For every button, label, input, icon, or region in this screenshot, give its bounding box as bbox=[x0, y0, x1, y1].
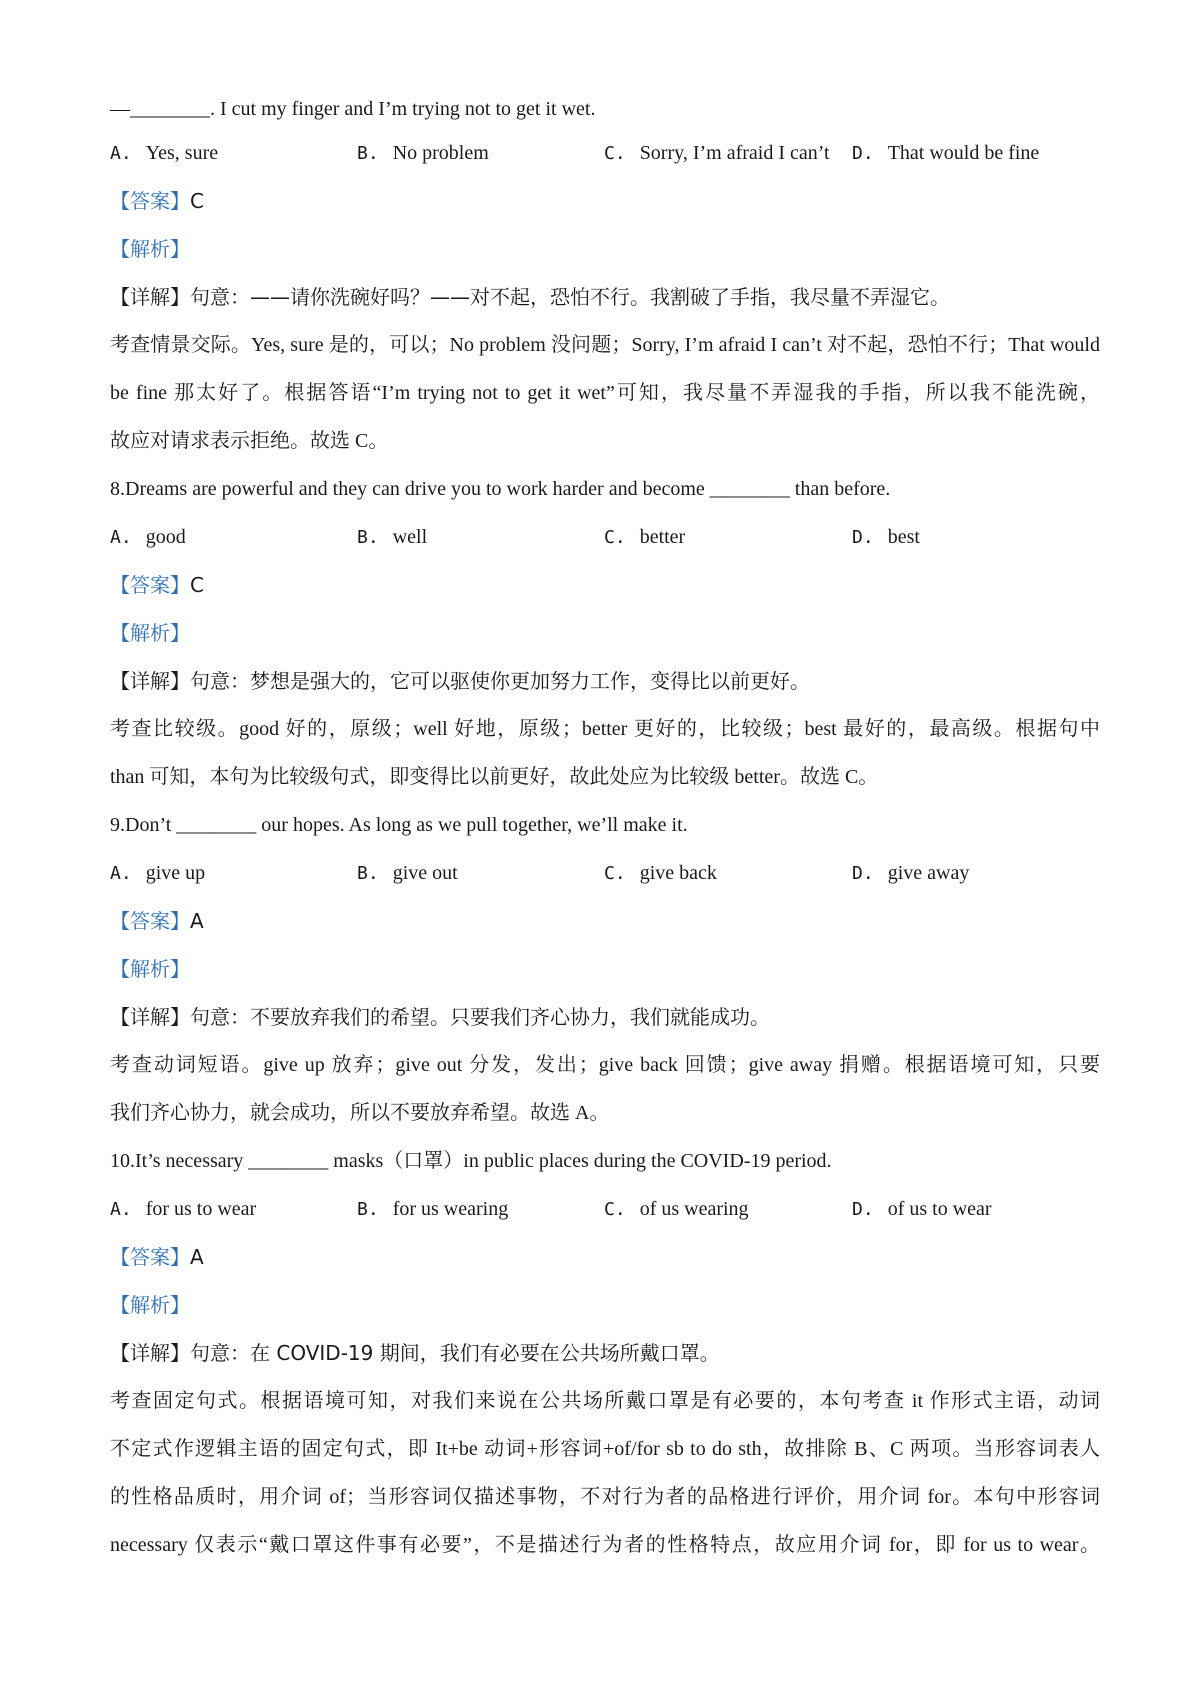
question-10-explanation-line-2: 不定式作逻辑主语的固定句式，即 It+be 动词+形容词+of/for sb to do sth，故排除 B、C 两项。当形容词表人 bbox=[110, 1438, 1100, 1460]
question-9-explanation-line-2: 我们齐心协力，就会成功，所以不要放弃希望。故选 A。 bbox=[110, 1102, 610, 1124]
option-d: D. of us to wear bbox=[852, 1198, 992, 1220]
answer-label: 【答案】 bbox=[110, 1245, 190, 1269]
answer-value: A bbox=[190, 909, 204, 933]
question-10-explanation-line-1: 考查固定句式。根据语境可知，对我们来说在公共场所戴口罩是有必要的，本句考查 it 作形式主语，动词 bbox=[110, 1390, 1100, 1412]
question-9-analysis-label: 【解析】 bbox=[110, 957, 190, 981]
question-8-detail: 【详解】句意：梦想是强大的，它可以驱使你更加努力工作，变得比以前更好。 bbox=[110, 669, 810, 693]
question-7-analysis-label: 【解析】 bbox=[110, 237, 190, 261]
question-10-detail: 【详解】句意：在 COVID-19 期间，我们有必要在公共场所戴口罩。 bbox=[110, 1341, 720, 1365]
option-c: C. Sorry, I’m afraid I can’t bbox=[604, 142, 830, 164]
question-8-stem: 8.Dreams are powerful and they can drive you to work harder and become ________ than before. bbox=[110, 478, 891, 500]
question-8-analysis-label: 【解析】 bbox=[110, 621, 190, 645]
option-b: B. give out bbox=[357, 862, 458, 884]
question-9-detail: 【详解】句意：不要放弃我们的希望。只要我们齐心协力，我们就能成功。 bbox=[110, 1005, 770, 1029]
question-7-answer bbox=[110, 186, 1100, 216]
question-7-explanation-line-3: 故应对请求表示拒绝。故选 C。 bbox=[110, 430, 389, 452]
question-7-stem: —________. I cut my finger and I’m trying not to get it wet. bbox=[110, 98, 596, 120]
option-a: A. good bbox=[110, 526, 186, 548]
option-c: C. give back bbox=[604, 862, 717, 884]
question-9-answer bbox=[110, 906, 1100, 936]
option-b: B. No problem bbox=[357, 142, 489, 164]
question-8-explanation-line-1: 考查比较级。good 好的，原级；well 好地，原级；better 更好的，比较级；best 最好的，最高级。根据句中 bbox=[110, 718, 1100, 740]
option-d: D. give away bbox=[852, 862, 970, 884]
question-7-explanation-line-2: be fine 那太好了。根据答语“I’m trying not to get it wet”可知，我尽量不弄湿我的手指，所以我不能洗碗， bbox=[110, 382, 1100, 404]
option-c: C. better bbox=[604, 526, 686, 548]
question-9-explanation-line-1: 考查动词短语。give up 放弃；give out 分发，发出；give back 回馈；give away 捐赠。根据语境可知，只要 bbox=[110, 1054, 1100, 1076]
option-d: D. best bbox=[852, 526, 920, 548]
answer-value: C bbox=[190, 189, 204, 213]
option-c: C. of us wearing bbox=[604, 1198, 749, 1220]
question-7-detail: 【详解】句意：——请你洗碗好吗？——对不起，恐怕不行。我割破了手指，我尽量不弄湿它。 bbox=[110, 285, 950, 309]
question-7-options bbox=[110, 138, 1100, 168]
question-10-stem: 10.It’s necessary ________ masks（口罩）in public places during the COVID-19 period. bbox=[110, 1150, 832, 1172]
question-9-stem: 9.Don’t ________ our hopes. As long as we pull together, we’ll make it. bbox=[110, 814, 688, 836]
option-d: D. That would be fine bbox=[852, 142, 1040, 164]
answer-label: 【答案】 bbox=[110, 573, 190, 597]
option-a: A. Yes, sure bbox=[110, 142, 219, 164]
option-a: A. for us to wear bbox=[110, 1198, 257, 1220]
question-9-options bbox=[110, 858, 1100, 888]
question-10-analysis-label: 【解析】 bbox=[110, 1293, 190, 1317]
question-8-answer bbox=[110, 570, 1100, 600]
option-b: B. well bbox=[357, 526, 428, 548]
answer-label: 【答案】 bbox=[110, 189, 190, 213]
answer-value: A bbox=[190, 1245, 204, 1269]
option-b: B. for us wearing bbox=[357, 1198, 509, 1220]
question-10-explanation-line-4: necessary 仅表示“戴口罩这件事有必要”，不是描述行为者的性格特点，故应用介词 for，即 for us to wear。 bbox=[110, 1534, 1100, 1556]
question-8-options bbox=[110, 522, 1100, 552]
question-8-explanation-line-2: than 可知，本句为比较级句式，即变得比以前更好，故此处应为比较级 better。故选 C。 bbox=[110, 766, 879, 788]
question-10-answer bbox=[110, 1242, 1100, 1272]
question-10-explanation-line-3: 的性格品质时，用介词 of；当形容词仅描述事物，不对行为者的品格进行评价，用介词 for。本句中形容词 bbox=[110, 1486, 1100, 1508]
option-a: A. give up bbox=[110, 862, 206, 884]
question-7-explanation-line-1: 考查情景交际。Yes, sure 是的，可以；No problem 没问题；Sorry, I’m afraid I can’t 对不起，恐怕不行；That would bbox=[110, 334, 1100, 356]
question-10-options bbox=[110, 1194, 1100, 1224]
answer-label: 【答案】 bbox=[110, 909, 190, 933]
answer-value: C bbox=[190, 573, 204, 597]
